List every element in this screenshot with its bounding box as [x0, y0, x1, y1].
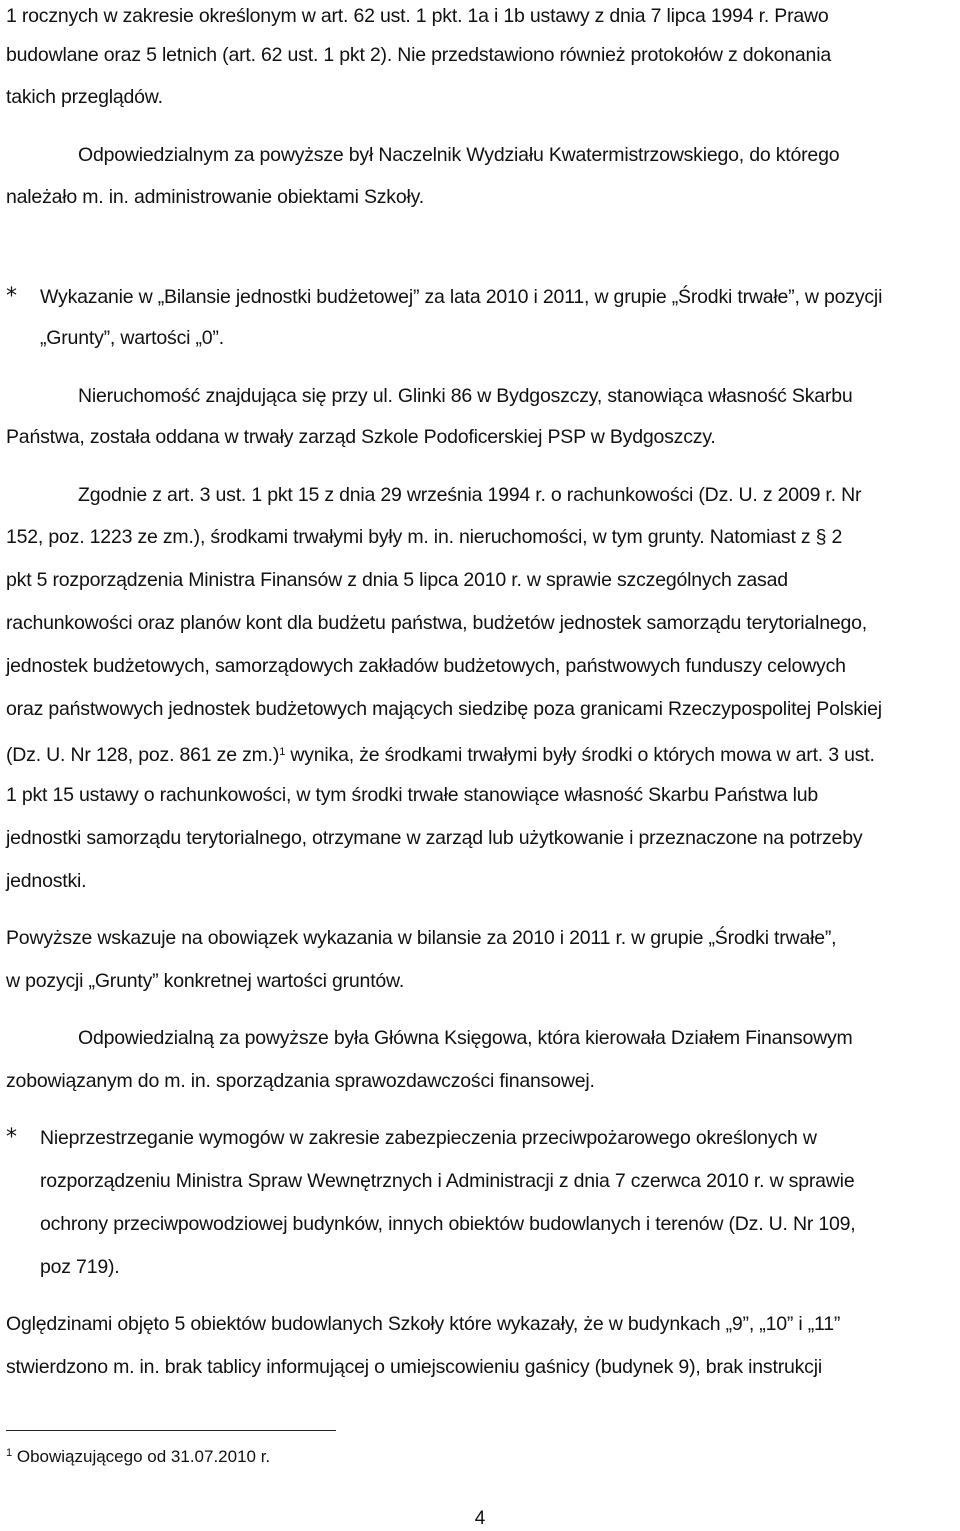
paragraph-3-line-1: Nieruchomość znajdująca się przy ul. Glinki 86 w Bydgoszczy, stanowiąca własność Skarbu	[78, 385, 853, 407]
bullet-2-asterisk: *	[6, 1125, 17, 1150]
paragraph-1-line-3: takich przeglądów.	[6, 86, 163, 108]
bullet-1-line-1: Wykazanie w „Bilansie jednostki budżetowej” za lata 2010 i 2011, w grupie „Środki trwałe”, w pozycji	[40, 286, 883, 308]
paragraph-2-line-1: Odpowiedzialnym za powyższe był Naczelnik Wydziału Kwatermistrzowskiego, do którego	[78, 144, 840, 166]
bullet-1-line-2: „Grunty”, wartości „0”.	[40, 327, 224, 349]
paragraph-4-line-5: jednostek budżetowych, samorządowych zakładów budżetowych, państwowych funduszy celowych	[6, 655, 846, 677]
bullet-2-line-3: ochrony przeciwpowodziowej budynków, innych obiektów budowlanych i terenów (Dz. U. Nr 109,	[40, 1213, 856, 1235]
paragraph-4-line-7-end: wynika, że środkami trwałymi były środki o których mowa w art. 3 ust.	[290, 744, 875, 766]
paragraph-4-line-2: 152, poz. 1223 ze zm.), środkami trwałymi były m. in. nieruchomości, w tym grunty. Natomiast z § 2	[6, 526, 843, 548]
paragraph-5-line-1: Powyższe wskazuje na obowiązek wykazania w bilansie za 2010 i 2011 r. w grupie „Środki trwałe”,	[6, 927, 837, 949]
footnote-reference: 1	[279, 746, 286, 758]
paragraph-4-line-4: rachunkowości oraz planów kont dla budżetu państwa, budżetów jednostek samorządu terytorialnego,	[6, 612, 867, 634]
paragraph-6-line-1: Odpowiedzialną za powyższe była Główna Księgowa, która kierowała Działem Finansowym	[78, 1027, 853, 1049]
paragraph-4-line-3: pkt 5 rozporządzenia Ministra Finansów z dnia 5 lipca 2010 r. w sprawie szczególnych zasad	[6, 569, 788, 591]
paragraph-4-line-10: jednostki.	[6, 870, 87, 892]
paragraph-1-line-1: 1 rocznych w zakresie określonym w art. 62 ust. 1 pkt. 1a i 1b ustawy z dnia 7 lipca 1994 r. Prawo	[6, 5, 829, 27]
paragraph-4-line-8: 1 pkt 15 ustawy o rachunkowości, w tym środki trwałe stanowiące własność Skarbu Państwa lub	[6, 784, 819, 806]
page-number: 4	[474, 1508, 486, 1529]
bullet-2-line-1: Nieprzestrzeganie wymogów w zakresie zabezpieczenia przeciwpożarowego określonych w	[40, 1127, 817, 1149]
paragraph-4-line-6: oraz państwowych jednostek budżetowych mających siedzibę poza granicami Rzeczypospolitej Polskiej	[6, 698, 882, 720]
paragraph-4-line-7-start: (Dz. U. Nr 128, poz. 861 ze zm.)	[6, 744, 280, 766]
paragraph-1-line-2: budowlane oraz 5 letnich (art. 62 ust. 1 pkt 2). Nie przedstawiono również protokołów z dokonania	[6, 44, 831, 66]
paragraph-4-line-7	[6, 740, 954, 767]
footnote	[6, 1443, 270, 1467]
paragraph-7-line-1: Oględzinami objęto 5 obiektów budowlanych Szkoły które wykazały, że w budynkach „9”, „10” i „11”	[6, 1313, 841, 1335]
bullet-2-line-4: poz 719).	[40, 1256, 120, 1278]
paragraph-4-line-1: Zgodnie z art. 3 ust. 1 pkt 15 z dnia 29 września 1994 r. o rachunkowości (Dz. U. z 2009 r. Nr	[78, 484, 862, 506]
footnote-separator	[6, 1430, 336, 1431]
bullet-1-asterisk: *	[6, 284, 17, 309]
paragraph-3-line-2: Państwa, została oddana w trwały zarząd Szkole Podoficerskiej PSP w Bydgoszczy.	[6, 426, 716, 448]
bullet-2-line-2: rozporządzeniu Ministra Spraw Wewnętrznych i Administracji z dnia 7 czerwca 2010 r. w sprawie	[40, 1170, 855, 1192]
paragraph-4-line-9: jednostki samorządu terytorialnego, otrzymane w zarząd lub użytkowanie i przeznaczone na potrzeby	[6, 827, 863, 849]
paragraph-7-line-2: stwierdzono m. in. brak tablicy informującej o umiejscowieniu gaśnicy (budynek 9), brak instrukcji	[6, 1356, 822, 1378]
footnote-marker: 1	[6, 1447, 13, 1459]
paragraph-6-line-2: zobowiązanym do m. in. sporządzania sprawozdawczości finansowej.	[6, 1070, 595, 1092]
paragraph-5-line-2: w pozycji „Grunty” konkretnej wartości gruntów.	[6, 970, 405, 992]
footnote-text: Obowiązującego od 31.07.2010 r.	[16, 1447, 271, 1466]
paragraph-2-line-2: należało m. in. administrowanie obiektami Szkoły.	[6, 186, 424, 208]
